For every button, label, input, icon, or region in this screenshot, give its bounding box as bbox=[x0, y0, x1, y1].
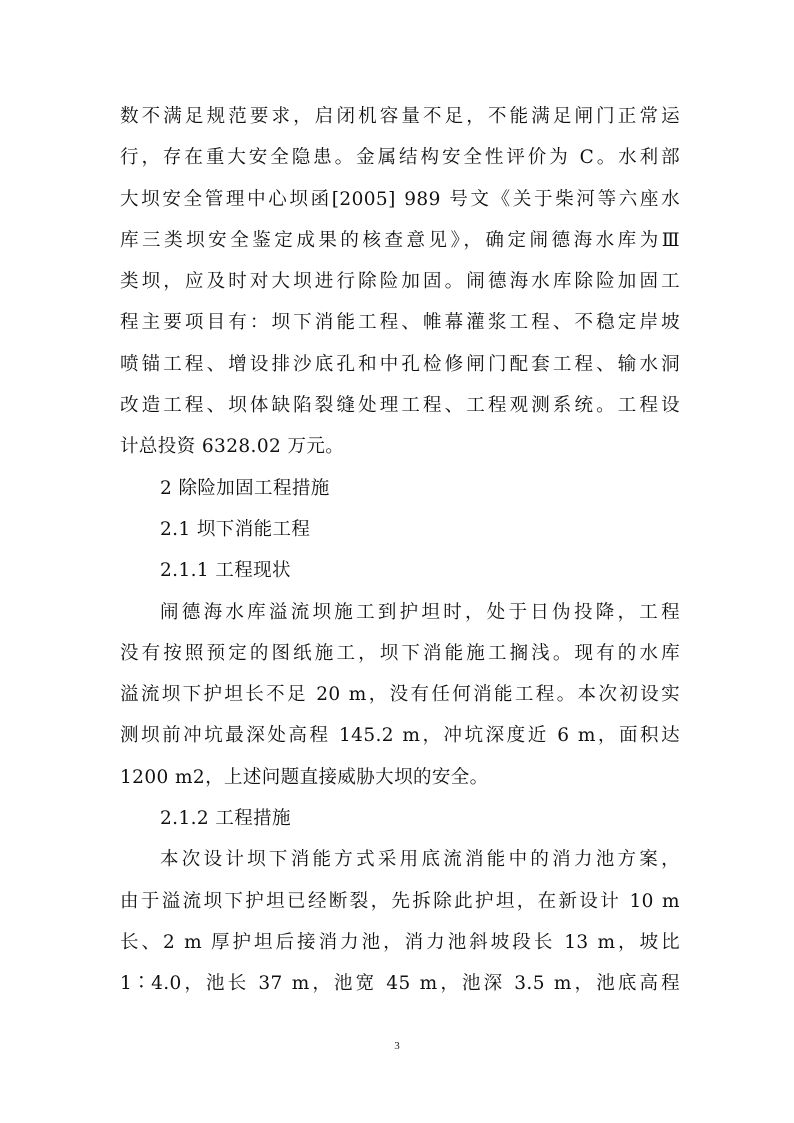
text-line: 数不满足规范要求，启闭机容量不足，不能满足闸门正常运 bbox=[120, 106, 680, 127]
section-heading: 2 除险加固工程措施 bbox=[160, 477, 330, 499]
text-line: 1200 m2，上述问题直接威胁大坝的安全。 bbox=[120, 766, 489, 788]
text-line: 长、2 m 厚护坦后接消力池，消力池斜坡段长 13 m，坡比 bbox=[120, 931, 680, 953]
text-line: 程主要项目有：坝下消能工程、帷幕灌浆工程、不稳定岸坡 bbox=[120, 312, 680, 334]
text-line: 没有按照预定的图纸施工，坝下消能施工搁浅。现有的水库 bbox=[120, 642, 680, 664]
text-line: 行，存在重大安全隐患。金属结构安全性评价为 C。水利部 bbox=[120, 147, 680, 169]
text-line: 本次设计坝下消能方式采用底流消能中的消力池方案， bbox=[160, 849, 680, 871]
body-text bbox=[120, 96, 680, 1005]
text-line: 溢流坝下护坦长不足 20 m，没有任何消能工程。本次初设实 bbox=[120, 684, 680, 706]
text-line: 大坝安全管理中心坝函[2005] 989 号文《关于柴河等六座水 bbox=[120, 188, 680, 210]
text-line: 改造工程、坝体缺陷裂缝处理工程、工程观测系统。工程设 bbox=[120, 395, 680, 417]
text-line: 喷锚工程、增设排沙底孔和中孔检修闸门配套工程、输水洞 bbox=[120, 353, 680, 375]
text-line: 1∶4.0，池长 37 m，池宽 45 m，池深 3.5 m，池底高程 bbox=[120, 973, 680, 995]
text-line: 由于溢流坝下护坦已经断裂，先拆除此护坦，在新设计 10 m bbox=[120, 890, 680, 912]
page-number: 3 bbox=[394, 1040, 400, 1052]
text-line: 闹德海水库溢流坝施工到护坦时，处于日伪投降，工程 bbox=[160, 601, 680, 623]
subsubsection-heading: 2.1.2 工程措施 bbox=[160, 808, 291, 830]
text-line: 计总投资 6328.02 万元。 bbox=[120, 436, 345, 458]
text-line: 类坝，应及时对大坝进行除险加固。闹德海水库除险加固工 bbox=[120, 271, 680, 293]
text-line: 测坝前冲坑最深处高程 145.2 m，冲坑深度近 6 m，面积达 bbox=[120, 725, 680, 747]
subsection-heading: 2.1 坝下消能工程 bbox=[160, 518, 311, 540]
text-line: 库三类坝安全鉴定成果的核查意见》，确定闹德海水库为Ⅲ bbox=[120, 229, 680, 251]
subsubsection-heading: 2.1.1 工程现状 bbox=[160, 560, 291, 582]
